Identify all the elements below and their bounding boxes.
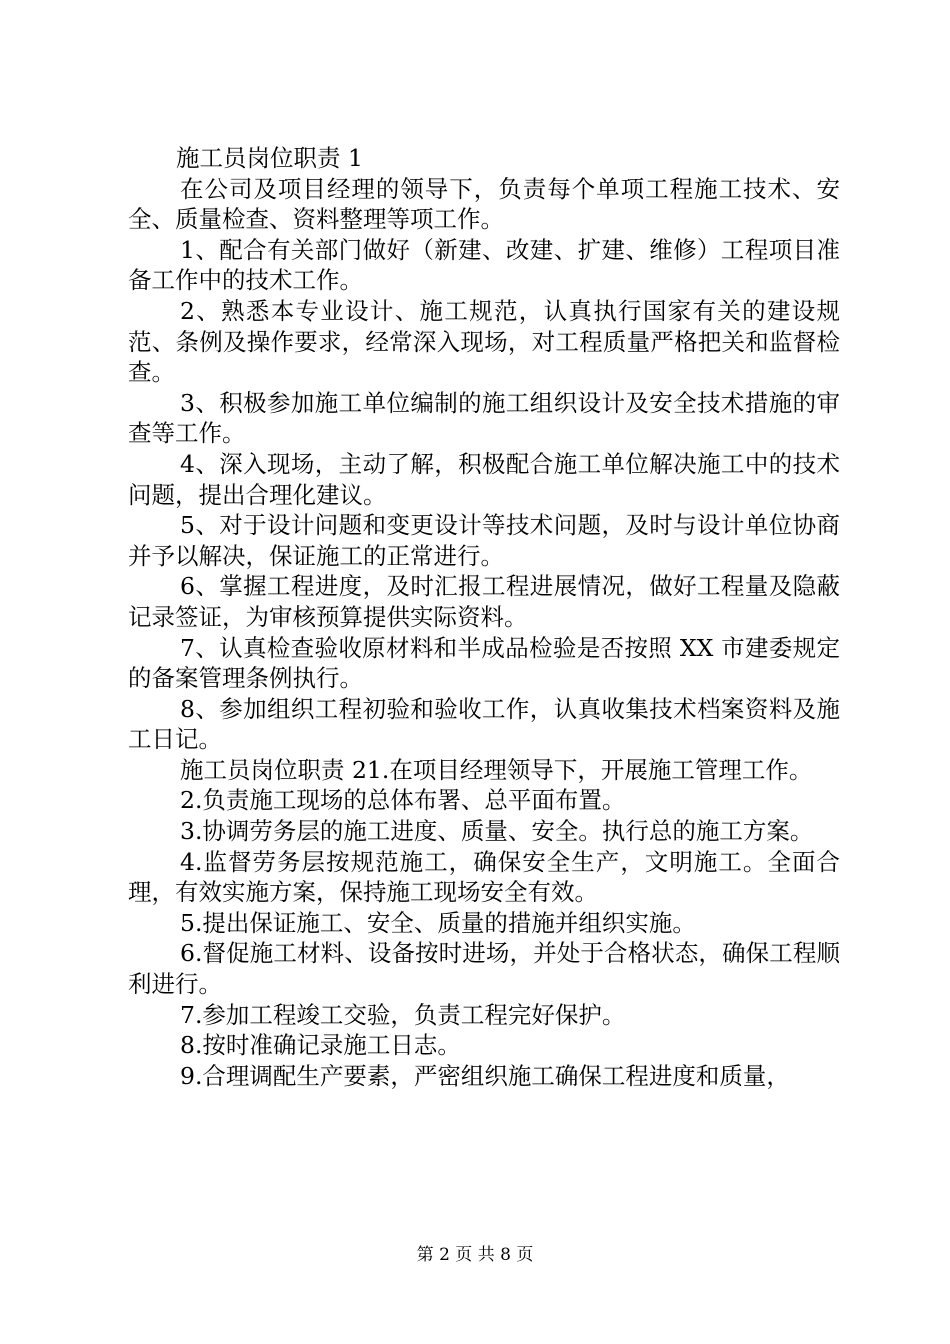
- paragraph-intro: 在公司及项目经理的领导下，负责每个单项工程施工技术、安全、质量检查、资料整理等项工作。: [128, 174, 840, 234]
- paragraph-item-1: 1、配合有关部门做好（新建、改建、扩建、维修）工程项目准备工作中的技术工作。: [128, 235, 840, 295]
- paragraph-s2-item-8: 8.按时准确记录施工日志。: [180, 1031, 461, 1060]
- paragraph-item-8: 8、参加组织工程初验和验收工作，认真收集技术档案资料及施工日记。: [128, 694, 840, 754]
- paragraph-item-3: 3、积极参加施工单位编制的施工组织设计及安全技术措施的审查等工作。: [128, 388, 840, 448]
- page-number-footer: 第 2 页 共 8 页: [416, 1245, 534, 1265]
- paragraph-item-2: 2、熟悉本专业设计、施工规范，认真执行国家有关的建设规范、条例及操作要求，经常深入现场，对工程质量严格把关和监督检查。: [128, 296, 840, 387]
- paragraph-s2-item-7: 7.参加工程竣工交验，负责工程完好保护。: [180, 1000, 626, 1029]
- paragraph-item-4: 4、深入现场，主动了解，积极配合施工单位解决施工中的技术问题，提出合理化建议。: [128, 449, 840, 509]
- paragraph-s2-item-5: 5.提出保证施工、安全、质量的措施并组织实施。: [180, 908, 696, 937]
- paragraph-s2-item-2: 2.负责施工现场的总体布署、总平面布置。: [180, 786, 626, 815]
- paragraph-item-5: 5、对于设计问题和变更设计等技术问题，及时与设计单位协商并予以解决，保证施工的正常进行。: [128, 511, 840, 570]
- paragraph-s2-item-4: 4.监督劳务层按规范施工，确保安全生产，文明施工。全面合理，有效实施方案，保持施工现场安全有效。: [128, 847, 840, 907]
- document-body: [128, 143, 840, 1091]
- paragraph-item-7: 7、认真检查验收原材料和半成品检验是否按照 XX 市建委规定的备案管理条例执行。: [128, 633, 840, 693]
- paragraph-s2-item-3: 3.协调劳务层的施工进度、质量、安全。执行总的施工方案。: [180, 817, 814, 846]
- paragraph-s2-item-9: 9.合理调配生产要素，严密组织施工确保工程进度和质量，: [180, 1061, 790, 1090]
- paragraph-s2-item-6: 6.督促施工材料、设备按时进场，并处于合格状态，确保工程顺利进行。: [128, 939, 840, 999]
- section-title: 施工员岗位职责 1: [176, 144, 363, 172]
- paragraph-section-2-start: 施工员岗位职责 21.在项目经理领导下，开展施工管理工作。: [180, 755, 813, 784]
- paragraph-item-6: 6、掌握工程进度，及时汇报工程进展情况，做好工程量及隐蔽记录签证，为审核预算提供实际资料。: [128, 572, 840, 631]
